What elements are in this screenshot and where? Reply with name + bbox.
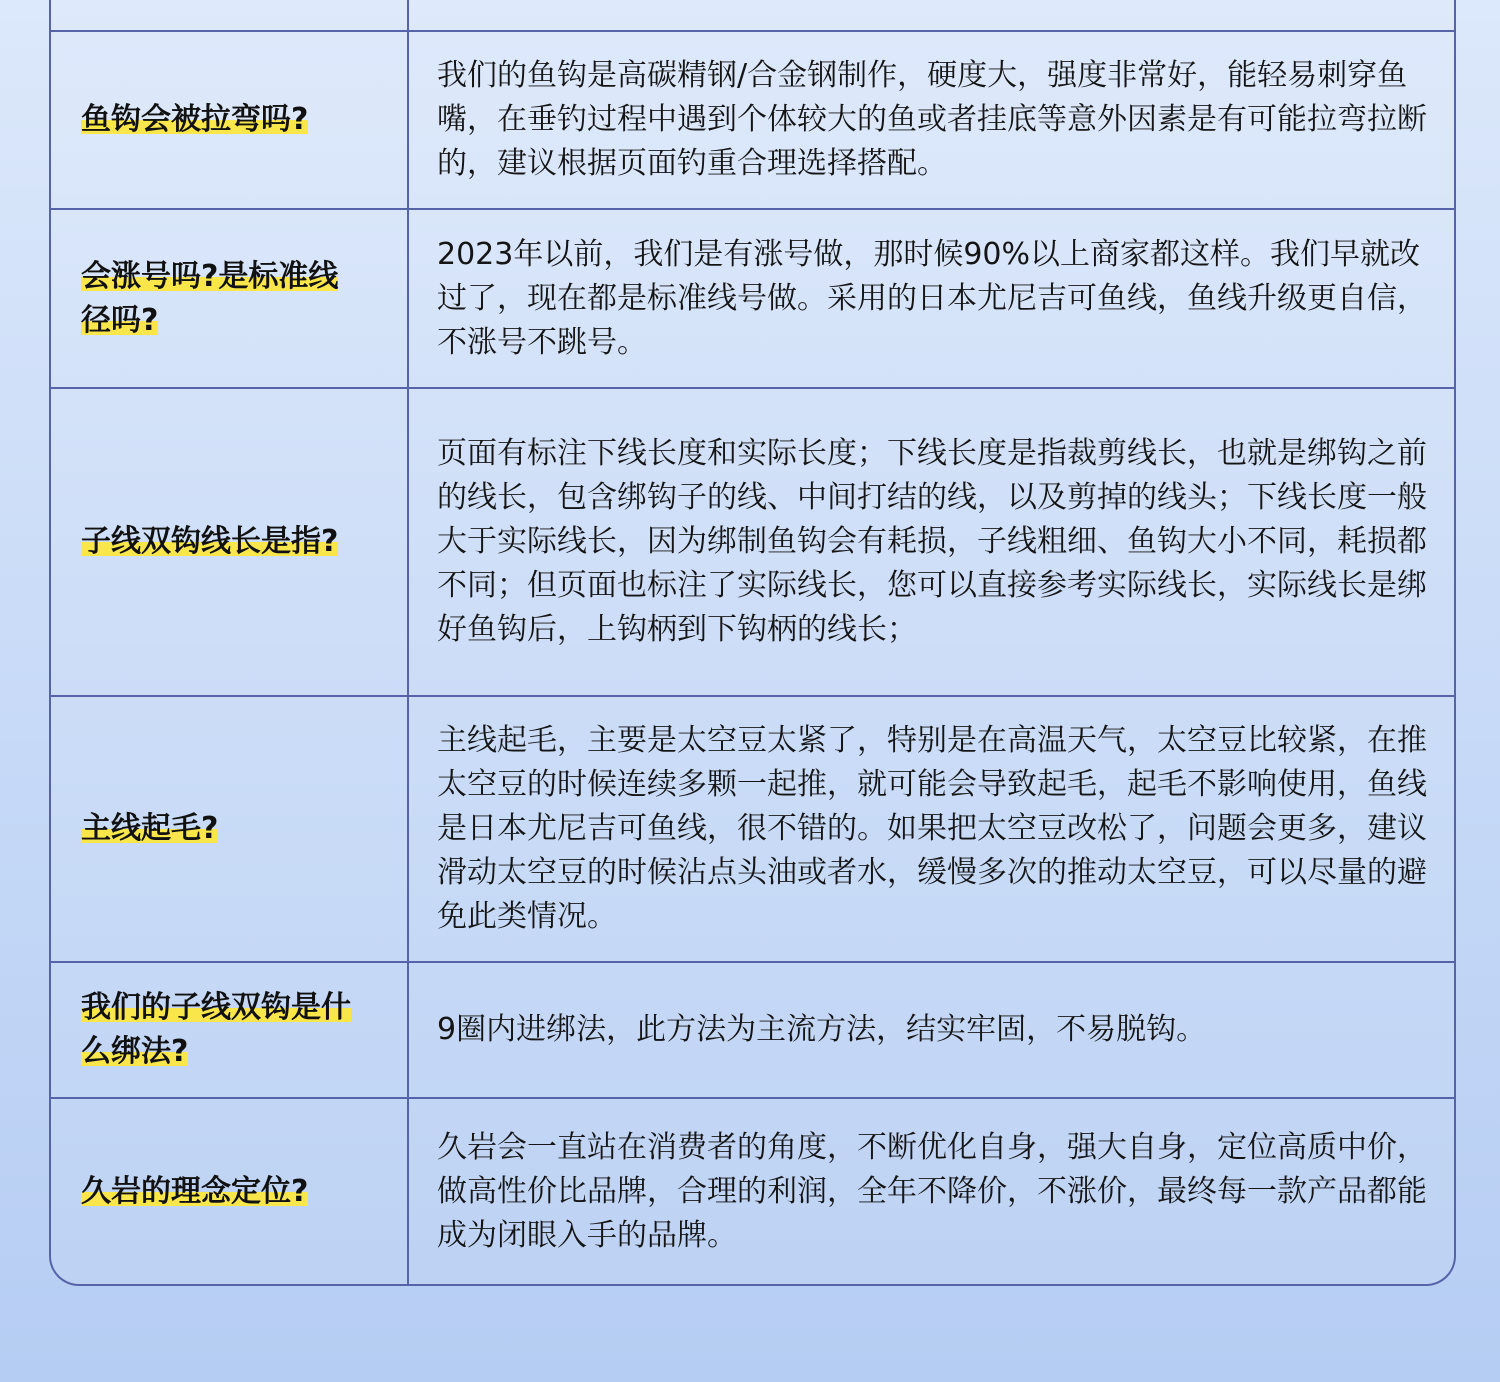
question-cell [51,389,409,695]
question-cell [51,697,409,961]
question-cell [51,1099,409,1284]
question-text: 会涨号吗?是标准线径吗? [81,258,339,338]
answer-text: 9圈内进绑法，此方法为主流方法，结实牢固，不易脱钩。 [437,1012,1207,1047]
question-text: 子线双钩线长是指? [81,524,339,559]
faq-row-partial [51,0,1454,30]
answer-cell [409,389,1454,695]
answer-text: 2023年以前，我们是有涨号做，那时候90%以上商家都这样。我们早就改过了，现在都是标准线号做。采用的日本尤尼吉可鱼线，鱼线升级更自信，不涨号不跳号。 [437,236,1427,360]
answer-text [437,0,1277,2]
answer-cell [409,210,1454,387]
faq-row-hook-bend [51,30,1454,208]
answer-cell [409,1099,1454,1284]
faq-row-line-length [51,387,1454,695]
faq-row-knot-method [51,961,1454,1097]
question-cell [51,963,409,1097]
question-text: 鱼钩会被拉弯吗? [81,102,309,137]
faq-row-line-size [51,208,1454,387]
answer-cell [409,0,1454,30]
answer-text: 页面有标注下线长度和实际长度；下线长度是指裁剪线长，也就是绑钩之前的线长，包含绑钩子的线、中间打结的线，以及剪掉的线头；下线长度一般大于实际线长，因为绑制鱼钩会有耗损，子线粗细、鱼钩大小不同，耗损都不同；但页面也标注了实际线长，您可以直接参考实际线长，实际线长是绑好鱼钩后，上钩柄到下钩柄的线长； [437,436,1427,647]
answer-cell [409,697,1454,961]
answer-text: 我们的鱼钩是高碳精钢/合金钢制作，硬度大，强度非常好，能轻易刺穿鱼嘴，在垂钓过程中遇到个体较大的鱼或者挂底等意外因素是有可能拉弯拉断的，建议根据页面钓重合理选择搭配。 [437,58,1427,181]
question-text: 久岩的理念定位? [81,1173,309,1209]
answer-text: 主线起毛，主要是太空豆太紧了，特别是在高温天气，太空豆比较紧，在推太空豆的时候连续多颗一起推，就可能会导致起毛，起毛不影响使用，鱼线是日本尤尼吉可鱼线，很不错的。如果把太空豆改松了，问题会更多，建议滑动太空豆的时候沾点头油或者水，缓慢多次的推动太空豆，可以尽量的避免此类情况。 [437,723,1427,934]
faq-row-brand-positioning [51,1097,1454,1284]
answer-cell [409,963,1454,1097]
question-cell [51,210,409,387]
faq-row-fraying [51,695,1454,961]
question-cell [51,32,409,208]
faq-table [49,0,1456,1286]
question-cell [51,0,409,30]
answer-text: 久岩会一直站在消费者的角度，不断优化自身，强大自身，定位高质中价，做高性价比品牌，合理的利润，全年不降价，不涨价，最终每一款产品都能成为闭眼入手的品牌。 [437,1129,1427,1253]
question-text: 我们的子线双钩是什么绑法? [81,990,351,1069]
answer-cell [409,32,1454,208]
question-text: 主线起毛? [81,811,219,846]
